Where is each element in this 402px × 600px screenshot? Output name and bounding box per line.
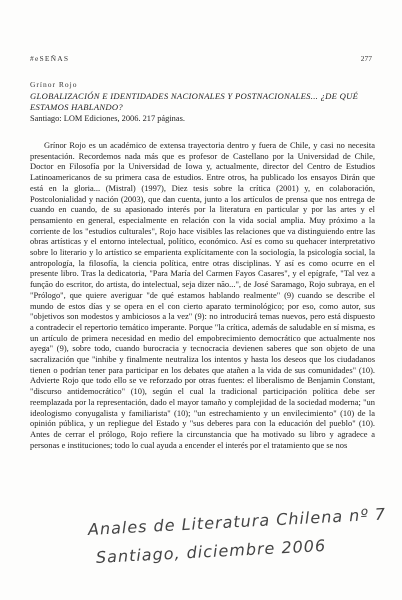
page-number: 277 xyxy=(360,54,372,63)
review-author: Grínor Rojo xyxy=(30,80,78,89)
publication-info: Santiago: LOM Ediciones, 2006. 217 páginas. xyxy=(30,114,185,123)
handwritten-note-line-2: Santiago, diciembre 2006 xyxy=(95,535,327,567)
handwritten-note-line-1: Anales de Literatura Chilena nº 7 xyxy=(87,504,387,539)
section-header: #eSEÑAS xyxy=(30,54,70,63)
review-title: GLOBALIZACIÓN E IDENTIDADES NACIONALES Y POSTNACIONALES... ¿DE QUÉ ESTAMOS HABLANDO? xyxy=(30,91,359,112)
review-body: Grínor Rojo es un académico de extensa trayectoria dentro y fuera de Chile, y casi no necesita presentación. Recordemos nada más que es profesor de Castellano por la Universidad de Chile, Doctor en Filosofía por la Universidad de Iowa y, actualmente, director del Centro de Estudios Latinoamericanos de su primera casa de estudios. Entre otros, ha publicado los ensayos Dirán que está en la gloria... (Mistral) (1997), Diez tesis sobre la crítica (2001) y, en colaboración, Postcolonialidad y nación (2003), que dan cuenta, junto a los artículos de prensa que nos entrega de cuando en cuando, de su apasionado interés por la literatura en particular y por las artes y el pensamiento en general, especialmente en relación con la vida social amplia. Muy próximo a la corriente de los "estudios culturales", Rojo hace visibles las relaciones que va distinguiendo entre las obras artísticas y el entorno intelectual, político, económico. Así es como su quehacer interpretativo sobre lo literario y lo artístico se emparienta explícitamente con la sociología, la psicología social, la antropología, la filosofía, la ciencia política, entre otras disciplinas. Y así es como ocurre en el presente libro. Tras la dedicatoria, "Para María del Carmen Fayos Casares", y el epígrafe, "Tal vez a função do escritor, do artista, do intelectual, seja dizer não...", de José Saramago, Rojo subraya, en el "Prólogo", que quiere averiguar "de qué estamos hablando realmente" (9) cuando se describe el mundo de estos días y se opera en el con cierto aparato terminológico; por eso, como autor, sus "objetivos son modestos y ambiciosos a la vez" (9): no introducirá temas nuevos, pero está dispuesto a contradecir el repertorio temático imperante. Porque "la crítica, además de saludable en sí misma, es un artículo de primera necesidad en medio del empobrecimiento democrático que actualmente nos ayega" (9), sobre todo, cuando burocracia y tecnocracia devienen saberes que son objeto de una sacralización que "inhibe y finalmente neutraliza los intentos y hasta los deseos que los ciudadanos tienen o podrían tener para participar en los debates que atañen a la vida de sus comunidades" (10). Advierte Rojo que todo ello se ve reforzado por otras fuentes: el liberalismo de Benjamin Constant, "discurso antidemocrático" (10), según el cual la tradicional participación política debe ser reemplazada por la representación, dado el mayor tamaño y complejidad de la sociedad moderna; "un ideologismo conyugalista y familiarista" (10); "un estrechamiento y un envilecimiento" (10) de la opinión pública, y un repliegue del Estado y "sus deberes para con la educación del pueblo" (10). Antes de cerrar el prólogo, Rojo refiere la circunstancia que ha motivado su libro y agradece a personas e instituciones; todo lo cual ayuda a encender el interés por el tratamiento que se nos xyxy=(30,140,375,450)
